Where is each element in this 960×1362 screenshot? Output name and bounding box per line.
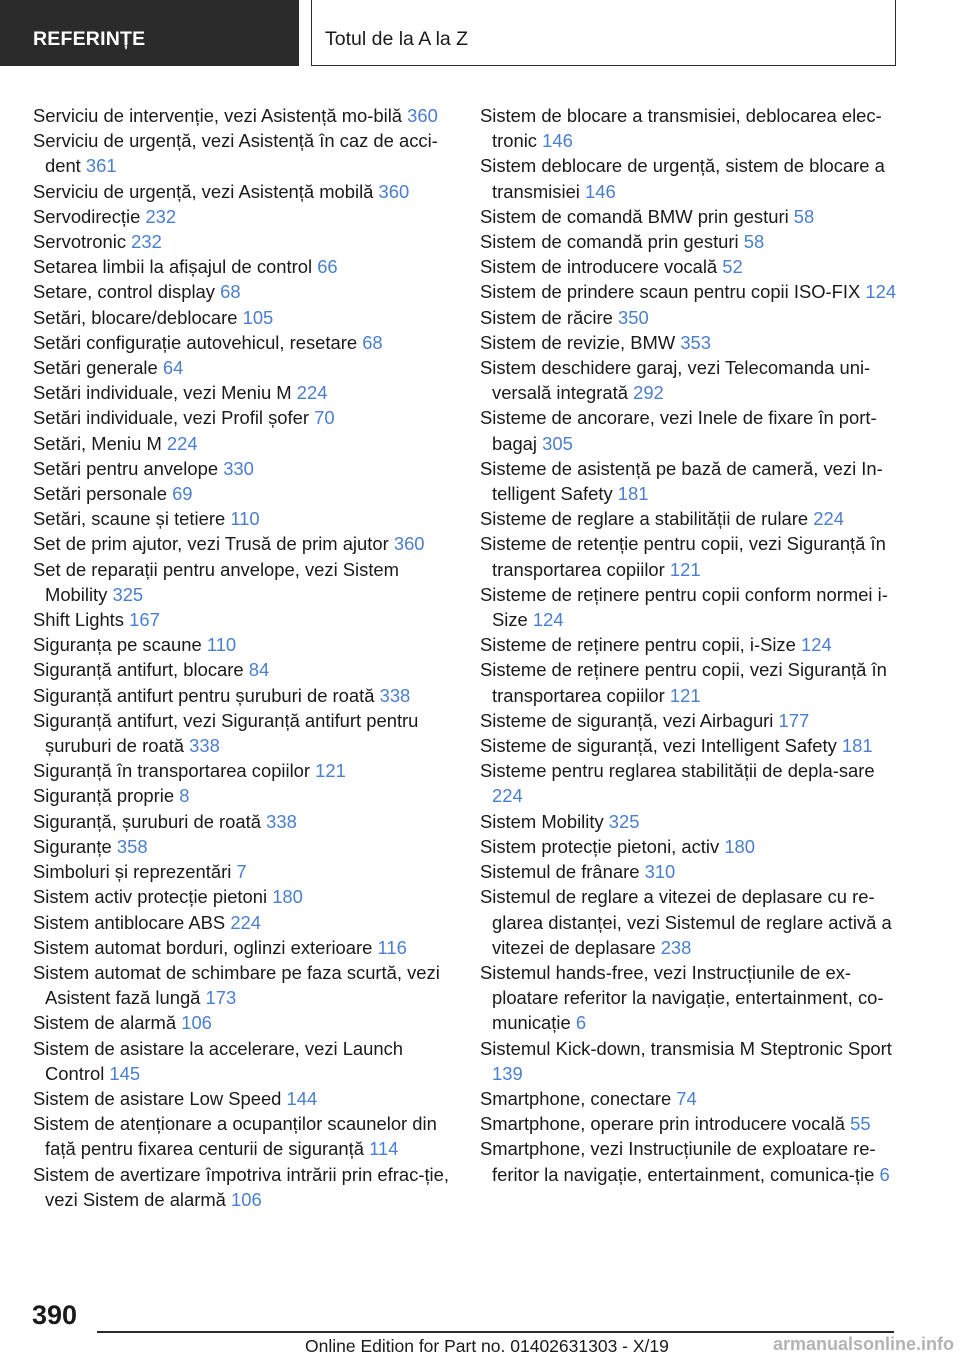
page-reference-link[interactable]: 350: [618, 306, 649, 328]
index-entry: [33, 809, 453, 834]
index-entry-text: Sistem de asistare la accelerare, vezi Launch Control: [33, 1037, 404, 1084]
index-entry-text: Sistem deschidere garaj, vezi Telecomanda uni-versală integrată: [480, 357, 871, 404]
index-entry-text: Serviciu de intervenție, vezi Asistență mo-bilă: [33, 105, 403, 126]
page-reference-link[interactable]: 361: [85, 155, 117, 177]
page-reference-link[interactable]: 58: [793, 205, 815, 227]
index-entry-text: Sistem de atenționare a ocupanților scaunelor din față pentru fixarea centurii de siguranță: [33, 1113, 437, 1160]
index-entry-text: Smartphone, conectare: [480, 1087, 672, 1109]
index-entry: [33, 481, 453, 506]
page-reference-link[interactable]: 232: [145, 205, 177, 227]
page-reference-link[interactable]: 146: [542, 130, 573, 152]
index-entry-text: Setări, scaune și tetiere: [33, 508, 226, 530]
index-entry: [480, 456, 900, 506]
index-entry: [480, 758, 900, 808]
page-reference-link[interactable]: 180: [724, 835, 755, 857]
section-title: REFERINȚE: [33, 28, 146, 50]
index-entry: [33, 279, 453, 304]
index-entry-text: Sisteme de retenție pentru copii, vezi Siguranță în transportarea copiilor: [480, 533, 886, 580]
index-entry: [33, 254, 453, 279]
index-entry-text: Sisteme de reținere pentru copii conform normei i-Size: [480, 583, 888, 631]
index-entry-text: Sistem activ protecție pietoni: [33, 886, 268, 908]
page-reference-link[interactable]: 325: [112, 583, 144, 605]
index-entry: [480, 355, 900, 405]
index-entry-text: Sistem de comandă BMW prin gesturi: [480, 205, 789, 227]
index-entry: [33, 405, 453, 430]
page-reference-link[interactable]: 124: [532, 609, 564, 631]
index-entry: [33, 204, 453, 229]
page-reference-link[interactable]: 52: [722, 256, 743, 278]
page-reference-link[interactable]: 310: [644, 861, 676, 883]
index-entry: [480, 809, 900, 834]
index-entry: [33, 1162, 453, 1212]
index-entry-text: Sistem de comandă prin gesturi: [480, 231, 739, 253]
page-reference-link[interactable]: 305: [542, 432, 573, 454]
page-reference-link[interactable]: 360: [393, 533, 425, 555]
index-entry: [480, 405, 900, 455]
page-reference-link[interactable]: 224: [813, 508, 844, 530]
index-entry-text: Sistemul hands-free, vezi Instrucțiunile de ex-ploatare referitor la navigație, entertainment, co-municație: [480, 961, 884, 1034]
page-reference-link[interactable]: 58: [743, 231, 765, 253]
page-reference-link[interactable]: 69: [172, 483, 193, 505]
index-entry-text: Siguranță antifurt, blocare: [33, 659, 244, 681]
index-entry: [480, 733, 900, 758]
index-entry-text: Siguranță antifurt, vezi Siguranță antifurt pentru șuruburi de roată: [33, 709, 419, 757]
index-entry-text: Setări configurație autovehicul, resetare: [33, 331, 358, 353]
page-reference-link[interactable]: 6: [879, 1163, 890, 1185]
page-reference-link[interactable]: 105: [242, 306, 274, 328]
index-entry-text: Setări personale: [33, 483, 167, 505]
page-reference-link[interactable]: 68: [220, 281, 241, 303]
index-entry-text: Sisteme de reținere pentru copii, i-Size: [480, 634, 796, 656]
page-reference-link[interactable]: 70: [314, 407, 335, 429]
index-entry: [33, 103, 453, 128]
page-reference-link[interactable]: 330: [223, 457, 254, 479]
index-entry-text: Servodirecție: [33, 205, 141, 227]
page-reference-link[interactable]: 110: [206, 634, 237, 656]
page-reference-link[interactable]: 106: [231, 1188, 262, 1210]
page-reference-link[interactable]: 325: [608, 810, 640, 832]
page-reference-link[interactable]: 8: [179, 785, 190, 807]
index-entry-text: Sistem Mobility: [480, 810, 604, 832]
page-reference-link[interactable]: 146: [585, 180, 616, 202]
watermark-logo: armanualsonline.info: [772, 1334, 954, 1354]
index-entry-text: Sistem de blocare a transmisiei, deblocarea elec-tronic: [480, 105, 882, 152]
page-reference-link[interactable]: 116: [377, 936, 407, 958]
index-entry: [480, 859, 900, 884]
index-entry-text: Sistem de avertizare împotriva intrării prin efrac-ție, vezi Sistem de alarmă: [33, 1163, 449, 1210]
page-reference-link[interactable]: 173: [205, 987, 237, 1009]
index-entry: [33, 910, 453, 935]
index-entry: [33, 531, 453, 556]
index-entry-text: Serviciu de urgență, vezi Asistență mobilă: [33, 180, 374, 202]
index-entry: [33, 380, 453, 405]
page-reference-link[interactable]: 181: [617, 483, 649, 505]
index-entry: [480, 305, 900, 330]
index-column-left: [33, 103, 453, 1212]
page-reference-link[interactable]: 224: [296, 382, 328, 404]
index-entry-text: Sistem automat de schimbare pe faza scurtă, vezi Asistent fază lungă: [33, 961, 440, 1009]
index-entry: [480, 1086, 900, 1111]
index-entry-text: Sisteme de ancorare, vezi Inele de fixare în port-bagaj: [480, 407, 877, 454]
page-reference-link[interactable]: 224: [492, 785, 523, 807]
page-reference-link[interactable]: 292: [633, 382, 664, 404]
index-entry: [480, 531, 900, 581]
page-reference-link[interactable]: 106: [181, 1012, 212, 1034]
page-reference-link[interactable]: 66: [317, 256, 338, 278]
index-entry-text: Siguranță proprie: [33, 785, 175, 807]
page-reference-link[interactable]: 360: [378, 180, 410, 202]
index-entry: [33, 431, 453, 456]
index-column-right: [480, 103, 900, 1187]
index-entry: [33, 859, 453, 884]
index-entry: [33, 1010, 453, 1035]
page-reference-link[interactable]: 114: [369, 1138, 399, 1160]
index-entry-text: Sistem de introducere vocală: [480, 256, 718, 278]
index-entry: [480, 506, 900, 531]
section-tab: [0, 0, 299, 66]
page-reference-link[interactable]: 110: [230, 508, 260, 530]
page-reference-link[interactable]: 124: [865, 281, 897, 303]
page-reference-link[interactable]: 68: [362, 331, 383, 353]
index-entry: [480, 330, 900, 355]
index-entry-text: Sistem de asistare Low Speed: [33, 1087, 282, 1109]
index-entry: [480, 254, 900, 279]
index-entry-text: Smartphone, operare prin introducere vocală: [480, 1113, 845, 1135]
index-entry: [480, 279, 900, 304]
index-entry-text: Setări individuale, vezi Profil șofer: [33, 407, 309, 429]
page-reference-link[interactable]: 6: [575, 1012, 587, 1034]
index-entry-text: Siguranță antifurt pentru șuruburi de roată: [33, 684, 375, 706]
page-reference-link[interactable]: 121: [315, 760, 346, 782]
index-entry: [480, 153, 900, 203]
index-entry-text: Smartphone, vezi Instrucțiunile de exploatare re-feritor la navigație, entertainment, comunica-ție: [480, 1138, 876, 1185]
index-entry: [33, 1036, 453, 1086]
page-reference-link[interactable]: 7: [236, 861, 247, 883]
index-entry-text: Sisteme pentru reglarea stabilității de depla-sare: [480, 760, 875, 782]
index-entry: [480, 708, 900, 733]
page-reference-link[interactable]: 358: [116, 835, 148, 857]
index-entry-text: Sisteme de siguranță, vezi Intelligent Safety: [480, 735, 837, 757]
index-entry-text: Servotronic: [33, 231, 127, 253]
page-reference-link[interactable]: 145: [109, 1062, 141, 1084]
index-entry: [480, 229, 900, 254]
page-reference-link[interactable]: 121: [669, 558, 701, 580]
index-entry: [33, 557, 453, 607]
index-entry: [480, 884, 900, 960]
page-header: [0, 0, 960, 66]
index-entry-text: Setări, Meniu M: [33, 432, 162, 454]
index-entry-text: Siguranță în transportarea copiilor: [33, 760, 311, 782]
index-entry-text: Setări, blocare/deblocare: [33, 306, 238, 328]
index-entry: [33, 229, 453, 254]
page-reference-link[interactable]: 353: [680, 331, 711, 353]
page-reference-link[interactable]: 64: [162, 357, 184, 379]
index-entry: [33, 758, 453, 783]
index-entry: [480, 657, 900, 707]
footer-divider: [97, 1331, 894, 1333]
index-entry-text: Simboluri și reprezentări: [33, 861, 232, 883]
index-entry-text: Sistem de alarmă: [33, 1012, 177, 1034]
index-entry: [33, 834, 453, 859]
chapter-title: Totul de la A la Z: [325, 28, 469, 50]
edition-text: Online Edition for Part no. 01402631303 - X/19: [305, 1336, 669, 1356]
page-reference-link[interactable]: 232: [131, 231, 162, 253]
index-entry-text: Sistemul Kick-down, transmisia M Steptronic Sport: [480, 1037, 892, 1059]
index-entry-text: Set de prim ajutor, vezi Trusă de prim ajutor: [33, 533, 389, 555]
index-entry-text: Sistem deblocare de urgență, sistem de blocare a transmisiei: [480, 155, 885, 202]
index-entry-text: Sisteme de reținere pentru copii, vezi Siguranță în transportarea copiilor: [480, 659, 887, 706]
index-entry-text: Setarea limbii la afișajul de control: [33, 256, 313, 278]
index-entry-text: Sistem de prindere scaun pentru copii ISO-FIX: [480, 281, 861, 303]
index-entry: [480, 834, 900, 859]
index-entry-text: Sistem protecție pietoni, activ: [480, 835, 720, 857]
index-entry-text: Setări generale: [33, 357, 158, 379]
index-entry-text: Set de reparații pentru anvelope, vezi Sistem Mobility: [33, 558, 399, 605]
page-reference-link[interactable]: 180: [272, 886, 303, 908]
page-reference-link[interactable]: 177: [778, 709, 810, 731]
page-reference-link[interactable]: 84: [248, 659, 270, 681]
index-entry: [33, 1086, 453, 1111]
index-entry-text: Siguranța pe scaune: [33, 634, 202, 656]
page-reference-link[interactable]: 139: [492, 1062, 523, 1084]
page-reference-link[interactable]: 124: [800, 634, 832, 656]
index-entry: [33, 960, 453, 1010]
index-entry: [33, 128, 453, 178]
page-reference-link[interactable]: 167: [129, 609, 160, 631]
index-entry: [480, 1036, 900, 1086]
index-entry-text: Sistem de răcire: [480, 306, 613, 328]
index-entry-text: Sisteme de asistență pe bază de cameră, vezi In-telligent Safety: [480, 457, 883, 505]
index-entry: [480, 632, 900, 657]
index-entry: [480, 960, 900, 1036]
index-entry-text: Sistem automat borduri, oglinzi exterioare: [33, 936, 373, 958]
index-entry: [33, 657, 453, 682]
page-reference-link[interactable]: 55: [850, 1113, 871, 1135]
index-entry-text: Siguranță, șuruburi de roată: [33, 810, 261, 832]
index-entry: [33, 330, 453, 355]
index-entry: [33, 935, 453, 960]
index-entry-text: Setări pentru anvelope: [33, 457, 219, 479]
index-entry-text: Setare, control display: [33, 281, 215, 303]
index-entry-text: Sistemul de frânare: [480, 861, 640, 883]
page-reference-link[interactable]: 144: [286, 1087, 318, 1109]
page-reference-link[interactable]: 338: [189, 735, 220, 757]
page-reference-link[interactable]: 121: [669, 684, 701, 706]
index-entry: [33, 506, 453, 531]
page-number: 390: [32, 1300, 78, 1330]
index-entry: [480, 103, 900, 153]
page-reference-link[interactable]: 338: [266, 810, 297, 832]
index-entry: [480, 582, 900, 632]
chapter-tab: [311, 0, 896, 66]
page-reference-link[interactable]: 181: [841, 735, 873, 757]
page-reference-link[interactable]: 74: [676, 1087, 697, 1109]
index-entry: [33, 632, 453, 657]
index-entry-text: Sistem de revizie, BMW: [480, 331, 676, 353]
index-entry-text: Sisteme de reglare a stabilității de rulare: [480, 508, 809, 530]
index-entry-text: Shift Lights: [33, 609, 124, 631]
index-entry: [480, 1136, 900, 1186]
index-entry-text: Siguranțe: [33, 835, 112, 857]
index-entry-text: Serviciu de urgență, vezi Asistență în caz de acci-dent: [33, 130, 438, 177]
index-entry: [33, 708, 453, 758]
page-reference-link[interactable]: 238: [660, 936, 692, 958]
page-reference-link[interactable]: 224: [166, 432, 198, 454]
index-entry: [33, 179, 453, 204]
index-entry-text: Sistemul de reglare a vitezei de deplasare cu re-glarea distanței, vezi Sistemul de reglare activă a vitezei de deplasare: [480, 886, 892, 958]
index-entry: [33, 783, 453, 808]
page-reference-link[interactable]: 360: [407, 105, 438, 126]
page-reference-link[interactable]: 338: [379, 684, 411, 706]
index-entry: [33, 683, 453, 708]
index-entry: [33, 607, 453, 632]
index-entry: [480, 204, 900, 229]
index-entry-text: Sisteme de siguranță, vezi Airbaguri: [480, 709, 774, 731]
page-reference-link[interactable]: 224: [230, 911, 261, 933]
index-entry: [33, 305, 453, 330]
index-entry: [33, 1111, 453, 1161]
index-entry-text: Setări individuale, vezi Meniu M: [33, 382, 292, 404]
index-entry: [33, 884, 453, 909]
index-entry: [33, 355, 453, 380]
index-entry: [33, 456, 453, 481]
index-entry-text: Sistem antiblocare ABS: [33, 911, 226, 933]
index-entry: [480, 1111, 900, 1136]
